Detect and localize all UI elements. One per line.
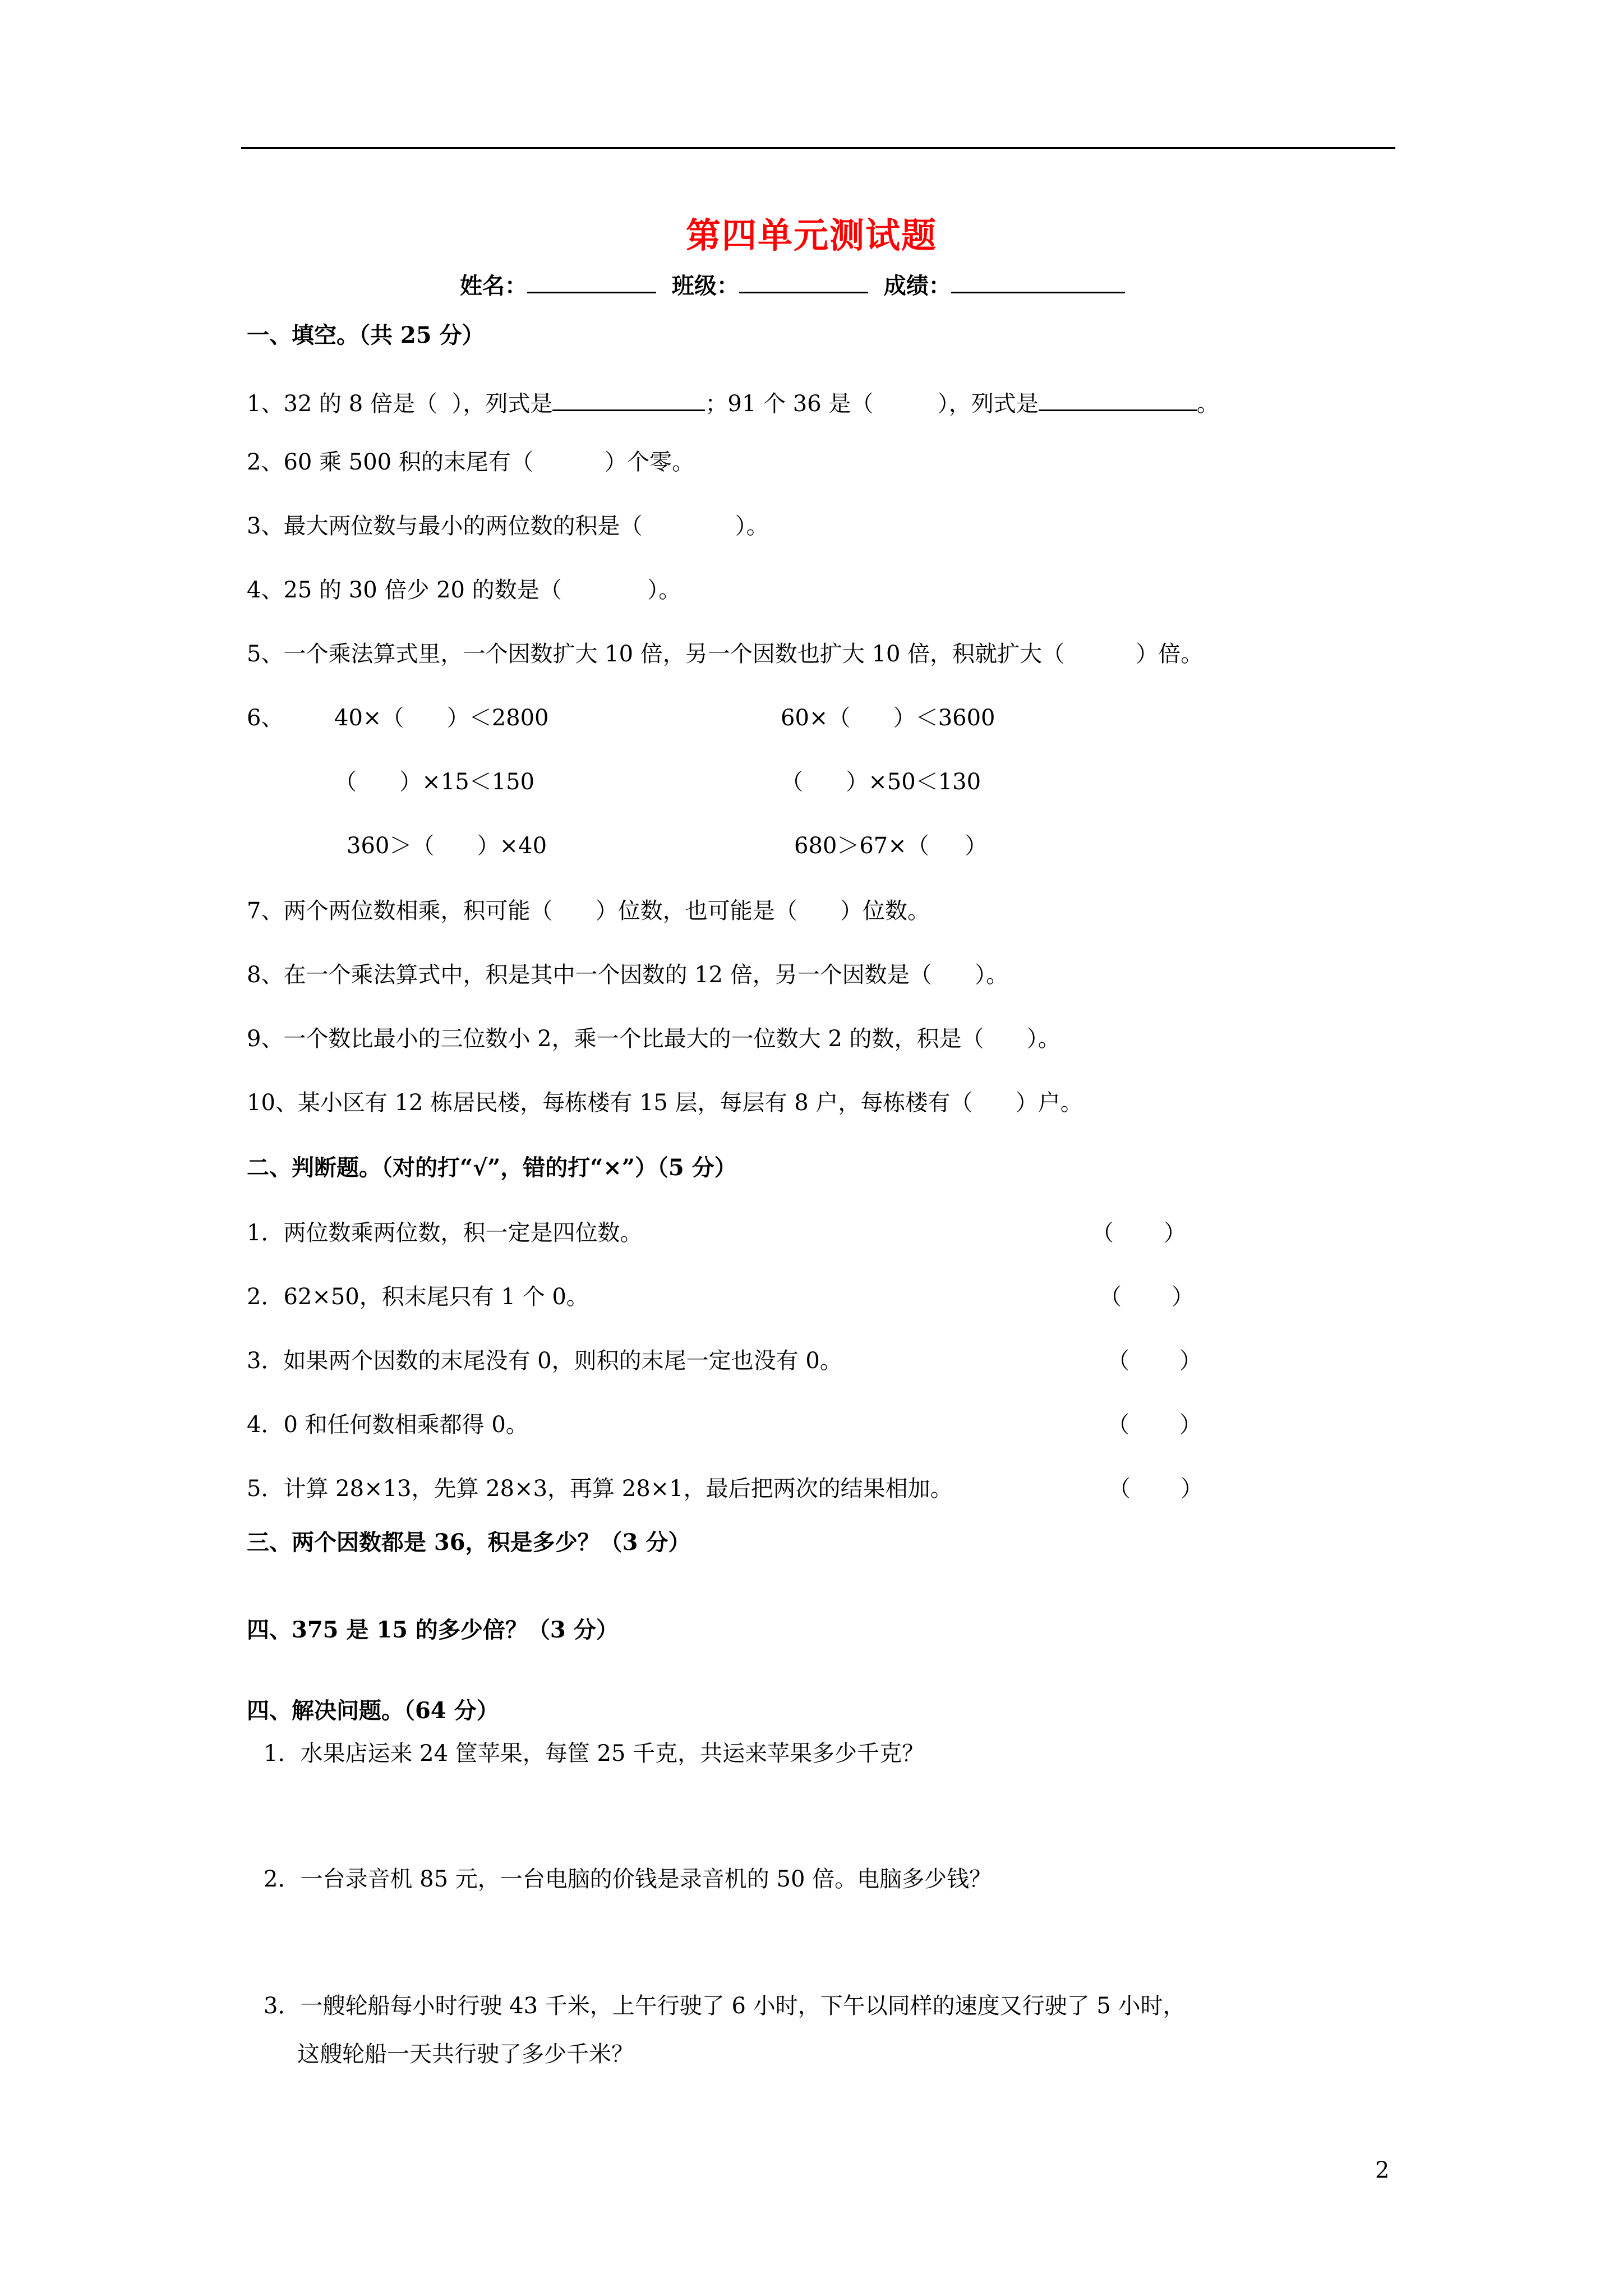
question-2: 2、60 乘 500 积的末尾有（ ）个零。 [247, 449, 694, 475]
q6-row1-left: 40×（ ）＜2800 [334, 705, 549, 731]
q1-part-b: ；91 个 36 是（ ），列式是 [705, 391, 1039, 417]
question-9: 9、一个数比最小的三位数小 2，乘一个比最大的一位数大 2 的数，积是（ ）。 [247, 1026, 1061, 1052]
question-3: 3、最大两位数与最小的两位数的积是（ ）。 [247, 513, 769, 539]
judge-item-3: 3．如果两个因数的末尾没有 0，则积的末尾一定也没有 0。 [247, 1348, 842, 1374]
q1-blank-b[interactable] [1039, 387, 1197, 411]
problem-1: 1．水果店运来 24 筐苹果，每筐 25 千克，共运来苹果多少千克？ [264, 1741, 925, 1766]
name-label: 姓名： [460, 273, 527, 299]
question-8: 8、在一个乘法算式中，积是其中一个因数的 12 倍，另一个因数是（ ）。 [247, 962, 1009, 988]
problem-3-line2: 这艘轮船一天共行驶了多少千米？ [297, 2041, 634, 2067]
question-10: 10、某小区有 12 栋居民楼，每栋楼有 15 层，每层有 8 户，每栋楼有（ ）户。 [247, 1090, 1083, 1116]
section3-heading: 三、两个因数都是 36，积是多少？（3 分） [247, 1529, 691, 1556]
question-6-label: 6、 [247, 705, 284, 731]
page-number: 2 [1375, 2157, 1390, 2183]
question-1 [247, 387, 1219, 415]
q6-row3-right: 680＞67×（ ） [794, 833, 988, 859]
section2-heading: 二、判断题。（对的打“√”，错的打“×”）（5 分） [247, 1154, 737, 1181]
section4-heading: 四、375 是 15 的多少倍？（3 分） [247, 1617, 619, 1643]
judge-paren-2[interactable]: （ ） [1099, 1284, 1195, 1310]
score-label: 成绩： [883, 273, 951, 299]
q6-row2-right: （ ）×50＜130 [781, 769, 981, 795]
judge-item-1: 1．两位数乘两位数，积一定是四位数。 [247, 1220, 643, 1246]
section1-heading: 一、填空。（共 25 分） [247, 322, 485, 348]
score-field[interactable] [951, 269, 1125, 293]
q6-row2-left: （ ）×15＜150 [334, 769, 535, 795]
judge-paren-1[interactable]: （ ） [1091, 1220, 1187, 1246]
judge-item-5: 5．计算 28×13，先算 28×3，再算 28×1，最后把两次的结果相加。 [247, 1476, 953, 1502]
class-field[interactable] [739, 269, 868, 293]
question-5: 5、一个乘法算式里，一个因数扩大 10 倍，另一个因数也扩大 10 倍，积就扩大（ ）倍。 [247, 641, 1204, 667]
judge-item-4: 4．0 和任何数相乘都得 0。 [247, 1412, 528, 1438]
page-title: 第四单元测试题 [685, 215, 937, 256]
q1-part-a: 1、32 的 8 倍是（ ），列式是 [247, 391, 553, 417]
q1-blank-a[interactable] [552, 387, 705, 411]
q6-row1-right: 60×（ ）＜3600 [781, 705, 995, 731]
judge-item-2: 2．62×50，积末尾只有 1 个 0。 [247, 1284, 589, 1310]
judge-paren-5[interactable]: （ ） [1108, 1476, 1204, 1502]
student-info [460, 269, 1125, 297]
class-label: 班级： [671, 273, 739, 299]
header-rule [241, 147, 1395, 149]
judge-paren-3[interactable]: （ ） [1107, 1348, 1202, 1374]
problem-3-line1: 3．一艘轮船每小时行驶 43 千米，上午行驶了 6 小时，下午以同样的速度又行驶了 5 小时， [264, 1993, 1186, 2019]
question-4: 4、25 的 30 倍少 20 的数是（ ）。 [247, 577, 681, 603]
section5-heading: 四、解决问题。（64 分） [247, 1697, 499, 1724]
judge-paren-4[interactable]: （ ） [1107, 1412, 1202, 1438]
q6-row3-left: 360＞（ ）×40 [347, 833, 547, 859]
name-field[interactable] [527, 269, 656, 293]
problem-2: 2．一台录音机 85 元，一台电脑的价钱是录音机的 50 倍。电脑多少钱？ [264, 1866, 992, 1892]
question-7: 7、两个两位数相乘，积可能（ ）位数，也可能是（ ）位数。 [247, 898, 930, 924]
q1-part-c: 。 [1196, 391, 1219, 417]
